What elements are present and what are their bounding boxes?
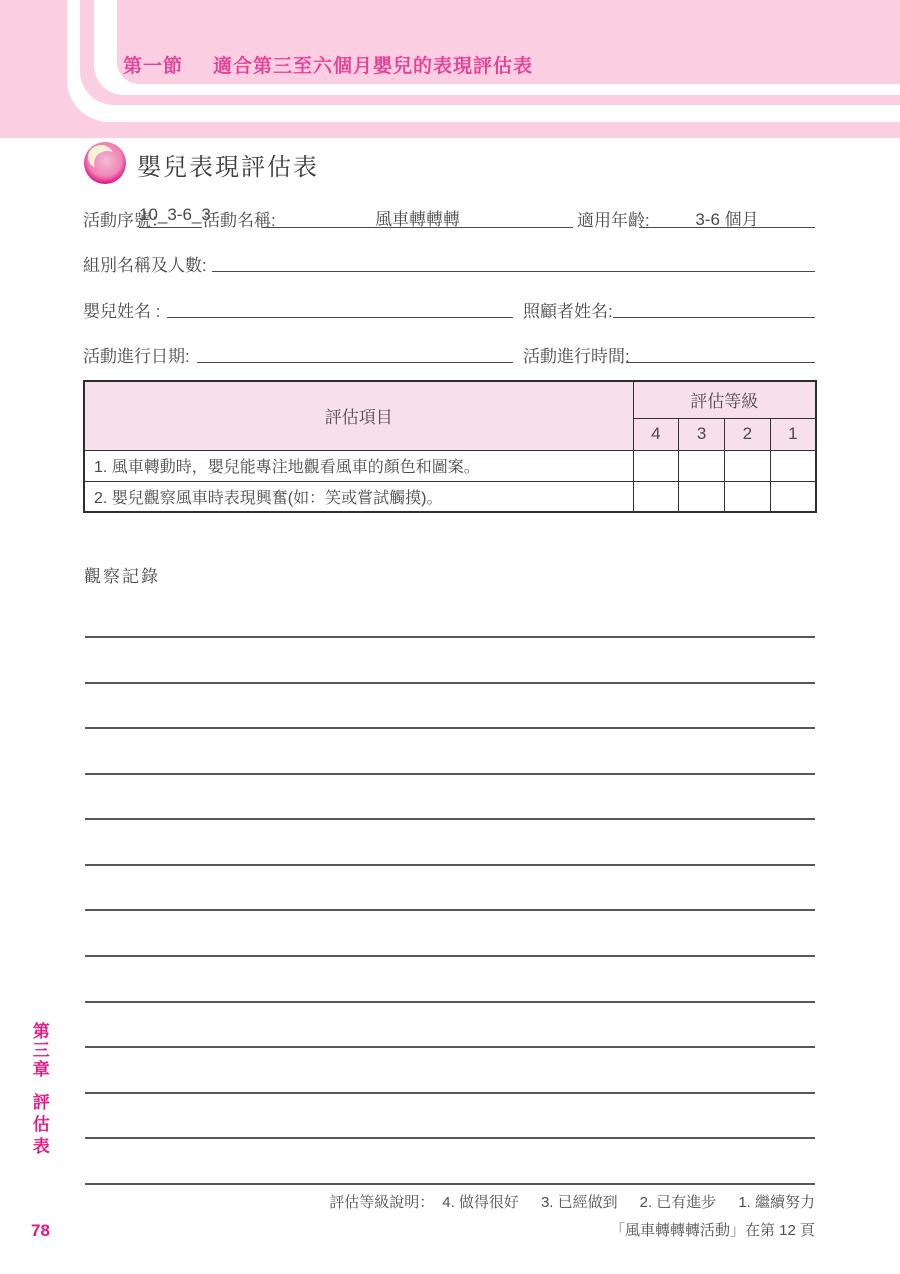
rating-level-4: 4 — [633, 418, 679, 450]
writing-line — [85, 682, 815, 684]
caregiver-name-field — [613, 295, 815, 318]
writing-line — [85, 1183, 815, 1185]
writing-line — [85, 773, 815, 775]
caregiver-name-label: 照顧者姓名: — [523, 302, 613, 321]
table-item-header: 評估項目 — [84, 381, 633, 450]
chapter-sidebar — [29, 1022, 48, 1159]
rating-scale-item: 3. 已經做到 — [540, 1194, 618, 1211]
writing-line — [85, 1001, 815, 1003]
writing-line — [85, 955, 815, 957]
activity-no-field: 10_3-6_3 — [139, 205, 202, 228]
activity-time-field — [626, 340, 815, 363]
table-row-item: 2. 嬰兒觀察風車時表現興奮(如：笑或嘗試觸摸)。 — [84, 481, 633, 512]
activity-name-field: 風車轉轉轉 — [262, 205, 573, 228]
rating-cell — [725, 450, 771, 481]
section-number: 第一節 — [123, 56, 184, 77]
pearl-body — [94, 151, 121, 176]
rating-cell — [770, 481, 816, 512]
age-field: 3-6 個月 — [639, 205, 815, 228]
pearl-bullet-icon — [84, 142, 126, 184]
writing-line — [85, 636, 815, 638]
observation-label: 觀察記錄 — [84, 567, 160, 586]
rating-scale-item: 4. 做得很好 — [442, 1194, 519, 1211]
writing-line — [85, 1137, 815, 1139]
rating-level-3: 3 — [679, 418, 725, 450]
chapter-label: 第三章 — [29, 1022, 49, 1079]
rating-level-2: 2 — [725, 418, 771, 450]
section-header-banner — [0, 0, 900, 138]
activity-date-label: 活動進行日期: — [83, 347, 190, 366]
group-field — [212, 249, 815, 272]
activity-date-field — [197, 340, 513, 363]
evaluation-table — [83, 380, 817, 513]
rating-level-1: 1 — [770, 418, 816, 450]
writing-line — [85, 864, 815, 866]
form-title: 嬰兒表現評估表 — [137, 154, 319, 181]
activity-name-label: 活動名稱: — [203, 211, 276, 230]
writing-line — [85, 1046, 815, 1048]
rating-cell — [633, 481, 679, 512]
rating-scale-item: 1. 繼續努力 — [738, 1194, 815, 1211]
infant-name-label: 嬰兒姓名 : — [83, 302, 161, 321]
group-label: 組別名稱及人數: — [83, 256, 207, 275]
rating-cell — [770, 450, 816, 481]
writing-line — [85, 909, 815, 911]
activity-page-reference: 「風車轉轉轉活動」在第 12 頁 — [609, 1222, 815, 1239]
rating-cell — [679, 450, 725, 481]
rating-scale-item: 2. 已有進步 — [639, 1194, 717, 1211]
infant-name-field — [167, 295, 513, 318]
writing-line — [85, 1092, 815, 1094]
age-label: 適用年齡: — [577, 211, 650, 230]
section-title: 適合第三至六個月嬰兒的表現評估表 — [213, 56, 534, 77]
writing-line — [85, 818, 815, 820]
table-rating-header: 評估等級 — [633, 381, 816, 418]
table-row-item: 1. 風車轉動時，嬰兒能專注地觀看風車的顏色和圖案。 — [84, 450, 633, 481]
activity-no-label: 活動序號： — [83, 211, 168, 230]
rating-cell — [679, 481, 725, 512]
rating-cell — [725, 481, 771, 512]
page-number: 78 — [31, 1221, 50, 1240]
chapter-section-label: 評估表 — [29, 1093, 49, 1159]
rating-scale-note — [329, 1191, 815, 1212]
rating-note-label: 評估等級說明： — [329, 1194, 435, 1211]
rating-cell — [633, 450, 679, 481]
writing-line — [85, 727, 815, 729]
activity-time-label: 活動進行時間: — [523, 347, 630, 366]
banner-title-box — [117, 0, 900, 84]
